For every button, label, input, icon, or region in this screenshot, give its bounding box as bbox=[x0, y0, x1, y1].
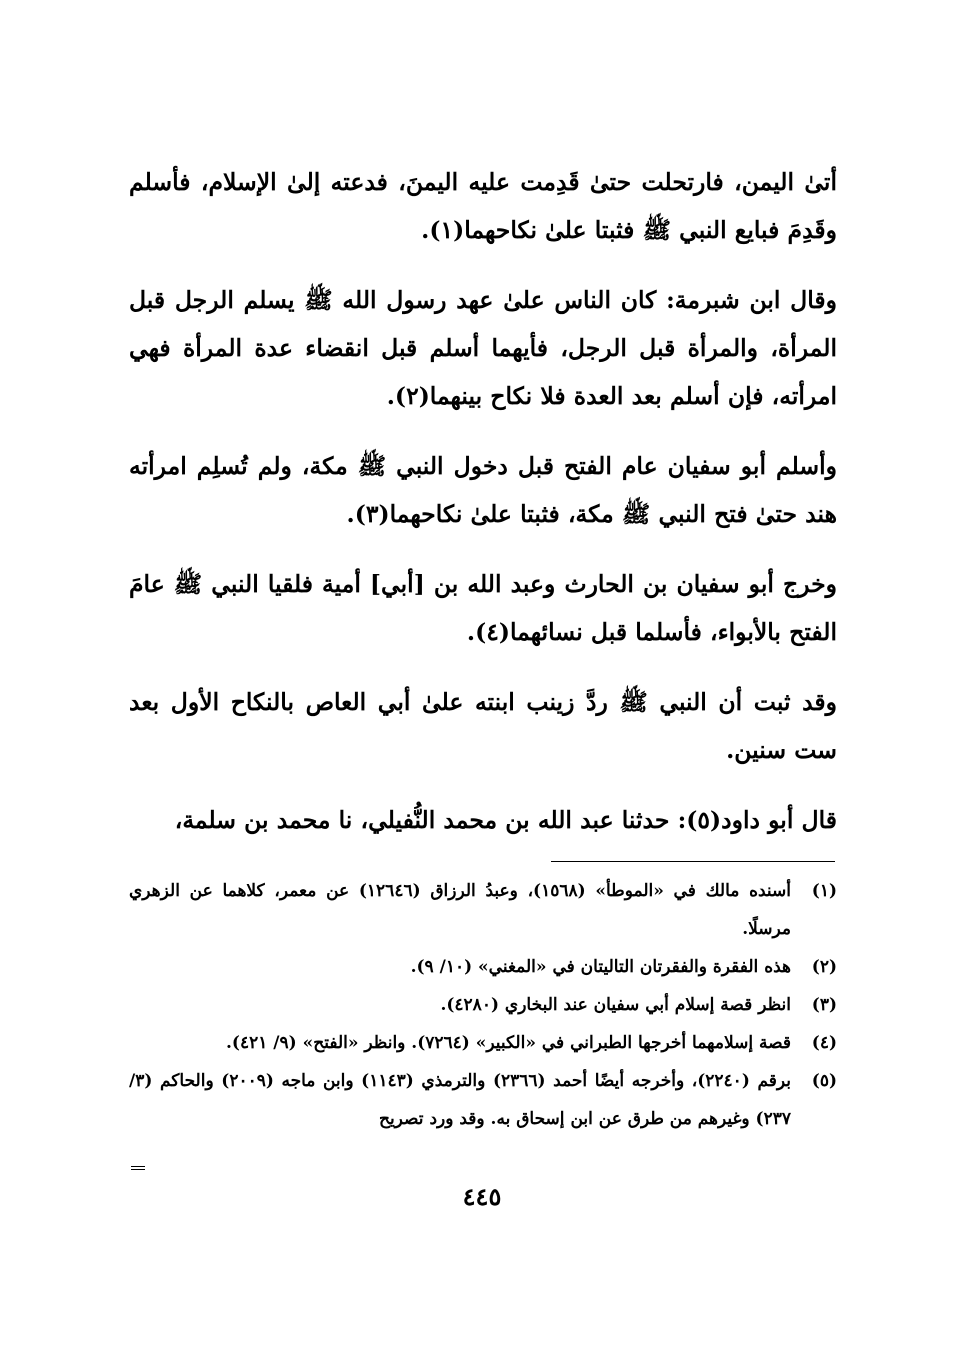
paragraph: وخرج أبو سفيان بن الحارث وعبد الله بن [أبي] أمية فلقيا النبي ﷺ عامَ الفتح بالأبواء، فأسلما قبل نسائهما(٤). bbox=[129, 570, 837, 646]
paragraph: وقد ثبت أن النبي ﷺ ردَّ زينب ابنته علىٰ أبي العاص بالنكاح الأول بعد ست سنين. bbox=[129, 688, 837, 764]
footnote-item bbox=[129, 872, 837, 948]
footnotes bbox=[129, 872, 837, 1138]
page-number: ٤٤٥ bbox=[462, 1182, 502, 1211]
footnote-text: هذه الفقرة والفقرتان التاليتان في «المغني» (١٠/ ٩). bbox=[410, 957, 791, 977]
main-text bbox=[129, 158, 837, 866]
footnote-item bbox=[129, 1024, 837, 1062]
footnote-item bbox=[129, 948, 837, 986]
footnote-text: أسنده مالك في «الموطأ» (١٥٦٨)، وعبدُ الرزاق (١٢٦٤٦) عن معمر، كلاهما عن الزهري مرسلًا. bbox=[129, 881, 791, 939]
footnote-text: برقم (٢٢٤٠)، وأخرجه أيضًا أحمد (٢٣٦٦) والترمذي (١١٤٣) وابن ماجه (٢٠٠٩) والحاكم (٣/ ٢٣٧) وغيرهم من طرق عن ابن إسحاق به. وقد ورد تصريح bbox=[129, 1071, 791, 1129]
footnote-number: (٢) bbox=[811, 957, 837, 977]
paragraph: قال أبو داود(٥): حدثنا عبد الله بن محمد النُّفيلي، نا محمد بن سلمة، bbox=[174, 806, 837, 834]
footnote-number: (٣) bbox=[811, 995, 837, 1015]
footnote-text: انظر قصة إسلام أبي سفيان عند البخاري (٤٢٨٠). bbox=[440, 995, 791, 1015]
footnote-number: (٥) bbox=[811, 1071, 837, 1091]
footnote-number: (١) bbox=[811, 881, 837, 901]
continuation-mark bbox=[131, 1166, 145, 1170]
paragraph: أتىٰ اليمن، فارتحلت حتىٰ قَدِمت عليه اليمنَ، فدعته إلىٰ الإسلام، فأسلم وقَدِمَ فبايع النبي ﷺ فثبتا علىٰ نكاحهما(١). bbox=[129, 168, 837, 244]
footnote-item bbox=[129, 986, 837, 1024]
paragraph: وأسلم أبو سفيان عام الفتح قبل دخول النبي ﷺ مكة، ولم تُسلِم امرأته هند حتىٰ فتح النبي ﷺ مكة، فثبتا علىٰ نكاحهما(٣). bbox=[129, 452, 837, 528]
paragraph: وقال ابن شبرمة: كان الناس علىٰ عهد رسول الله ﷺ يسلم الرجل قبل المرأة، والمرأة قبل الرجل، فأيهما أسلم قبل انقضاء عدة المرأة فهي امرأته، فإن أسلم بعد العدة فلا نكاح بينهما(٢). bbox=[129, 286, 837, 410]
footnote-item bbox=[129, 1062, 837, 1138]
footnote-text: قصة إسلامهما أخرجها الطبراني في «الكبير» (٧٢٦٤). وانظر «الفتح» (٩/ ٤٢١). bbox=[226, 1033, 791, 1053]
footnote-number: (٤) bbox=[811, 1033, 837, 1053]
footnote-divider bbox=[551, 861, 835, 862]
